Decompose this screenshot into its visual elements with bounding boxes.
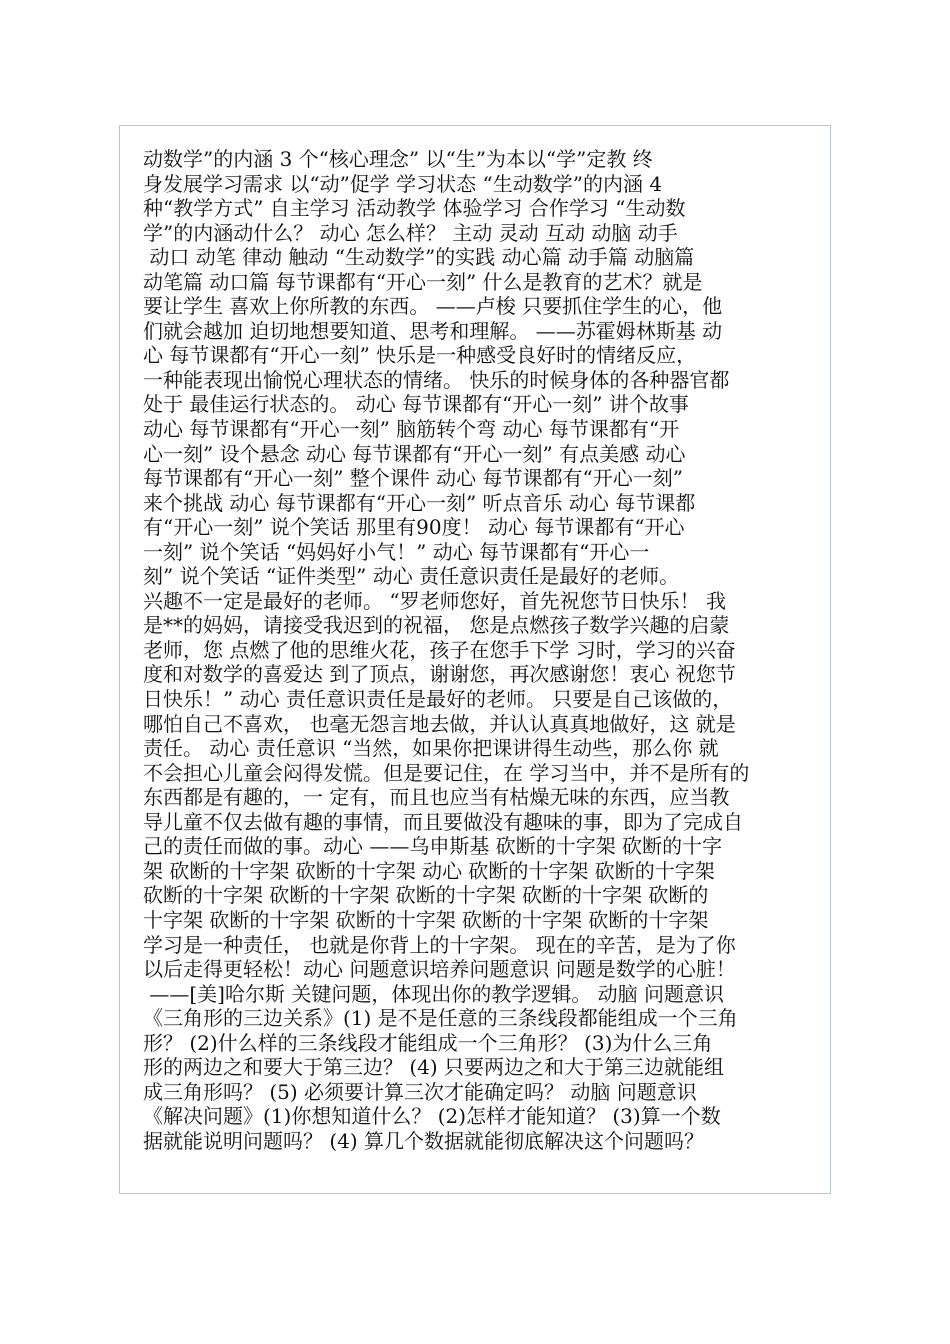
text-line: 己的责任而做的事。动心 ——乌申斯基 砍断的十字架 砍断的十字 [143, 834, 723, 859]
text-line: 不会担心儿童会闷得发慌。但是要记住，在 学习当中，并不是所有的 [143, 760, 750, 785]
text-line: 种“教学方式” 自主学习 活动教学 体验学习 合作学习 “生动数 [143, 196, 686, 221]
text-line: 兴趣不一定是最好的老师。 “罗老师您好，首先祝您节日快乐！ 我 [143, 588, 726, 613]
text-line: 日快乐！” 动心 责任意识责任是最好的老师。 只要是自己该做的， [143, 687, 733, 712]
text-line: 形？ (2)什么样的三条线段才能组成一个三角形？ (3)为什么三角 [143, 1030, 713, 1055]
text-line: 是**的妈妈，请接受我迟到的祝福， 您是点燃孩子数学兴趣的启蒙 [143, 613, 730, 638]
text-line: ——[美]哈尔斯 关键问题，体现出你的教学逻辑。 动脑 问题意识 [143, 981, 725, 1006]
text-line: 度和对数学的喜爱达 到了顶点，谢谢您，再次感谢您！衷心 祝您节 [143, 662, 736, 687]
text-line: 每节课都有“开心一刻” 整个课件 动心 每节课都有“开心一刻” [143, 466, 683, 491]
text-line: 一刻” 说个笑话 “妈妈好小气！” 动心 每节课都有“开心一 [143, 539, 650, 564]
text-line: 形的两边之和要大于第三边？ (4) 只要两边之和大于第三边就能组 [143, 1055, 725, 1080]
document-body-text [143, 147, 811, 1153]
text-line: 动心 每节课都有“开心一刻” 脑筋转个弯 动心 每节课都有“开 [143, 417, 680, 442]
text-line: 动数学”的内涵 3 个“核心理念” 以“生”为本以“学”定教 终 [143, 147, 653, 171]
text-line: 责任。 动心 责任意识 “当然，如果你把课讲得生动些，那么你 就 [143, 736, 719, 761]
text-line: 有“开心一刻” 说个笑话 那里有90度！ 动心 每节课都有“开心 [143, 515, 685, 540]
text-line: 动笔篇 动口篇 每节课都有“开心一刻” 什么是教育的艺术？就是 [143, 269, 703, 294]
text-line: 心 每节课都有“开心一刻” 快乐是一种感受良好时的情绪反应， [143, 343, 697, 368]
text-line: 心一刻” 设个悬念 动心 每节课都有“开心一刻” 有点美感 动心 [143, 441, 686, 466]
text-line: 一种能表现出愉悦心理状态的情绪。 快乐的时候身体的各种器官都 [143, 367, 730, 392]
text-line: 砍断的十字架 砍断的十字架 砍断的十字架 砍断的十字架 砍断的 [143, 883, 709, 908]
text-line: 身发展学习需求 以“动”促学 学习状态 “生动数学”的内涵 4 [143, 171, 663, 196]
text-line: 架 砍断的十字架 砍断的十字架 动心 砍断的十字架 砍断的十字架 [143, 858, 715, 883]
text-line: 成三角形吗？ (5) 必须要计算三次才能确定吗？ 动脑 问题意识 [143, 1079, 697, 1104]
text-line: 学”的内涵动什么？ 动心 怎么样？ 主动 灵动 互动 动脑 动手 [143, 220, 678, 245]
text-line: 十字架 砍断的十字架 砍断的十字架 砍断的十字架 砍断的十字架 [143, 907, 709, 932]
text-line: 动口 动笔 律动 触动 “生动数学”的实践 动心篇 动手篇 动脑篇 [143, 245, 695, 270]
text-line: 老师，您 点燃了他的思维火花，孩子在您手下学 习时，学习的兴奋 [143, 637, 736, 662]
text-line: 刻” 说个笑话 “证件类型” 动心 责任意识责任是最好的老师。 [143, 564, 680, 589]
text-line: 学习是一种责任， 也就是你背上的十字架。 现在的辛苦，是为了你 [143, 932, 736, 957]
text-line: 来个挑战 动心 每节课都有“开心一刻” 听点音乐 动心 每节课都 [143, 490, 696, 515]
text-line: 哪怕自己不喜欢， 也毫无怨言地去做，并认认真真地做好，这 就是 [143, 711, 736, 736]
text-line: 要让学生 喜欢上你所教的东西。 ——卢梭 只要抓住学生的心，他 [143, 294, 723, 319]
text-line: 处于 最佳运行状态的。 动心 每节课都有“开心一刻” 讲个故事 [143, 392, 689, 417]
text-line: 们就会越加 迫切地想要知道、思考和理解。 ——苏霍姆林斯基 动 [143, 318, 723, 343]
text-line: 导儿童不仅去做有趣的事情，而且要做没有趣味的事，即为了完成自 [143, 809, 743, 834]
text-line: 东西都是有趣的，一 定有，而且也应当有枯燥无味的东西，应当教 [143, 785, 730, 810]
text-line: 以后走得更轻松！动心 问题意识培养问题意识 问题是数学的心脏！ [143, 957, 736, 982]
text-line: 据就能说明问题吗？ (4) 算几个数据就能彻底解决这个问题吗？ [143, 1128, 705, 1153]
text-line: 《解决问题》(1)你想知道什么？ (2)怎样才能知道？ (3)算一个数 [143, 1104, 721, 1129]
text-line: 《三角形的三边关系》(1) 是不是任意的三条线段都能组成一个三角 [143, 1006, 738, 1031]
